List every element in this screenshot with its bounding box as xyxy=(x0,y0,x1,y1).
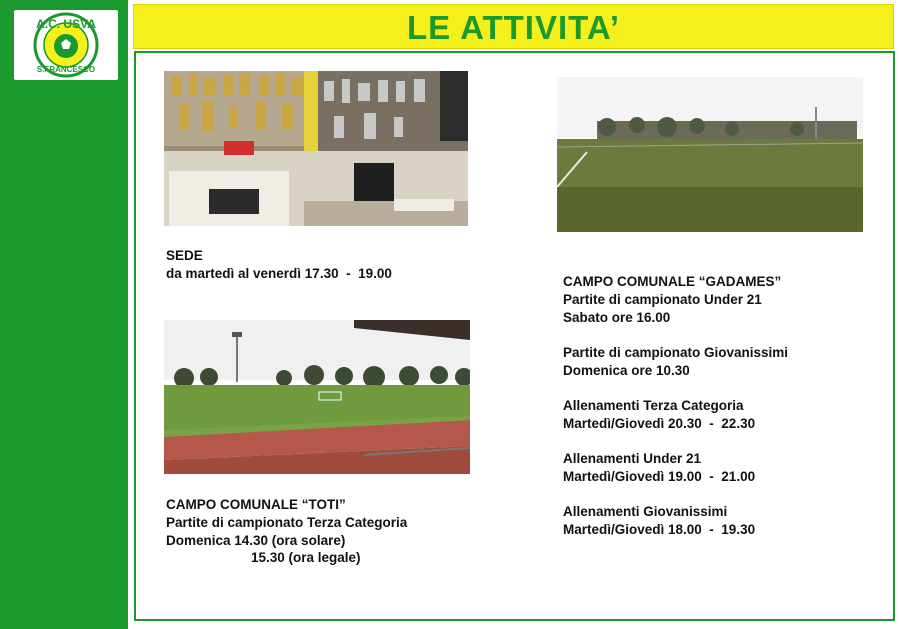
office-photo xyxy=(164,71,468,226)
toti-heading: CAMPO COMUNALE “TOTI” xyxy=(166,497,346,512)
toti-line3: 15.30 (ora legale) xyxy=(251,550,361,565)
gadames-heading: CAMPO COMUNALE “GADAMES” xyxy=(563,274,782,289)
toti-line1: Partite di campionato Terza Categoria xyxy=(166,515,408,530)
giovanissimi-training: Allenamenti Giovanissimi xyxy=(563,504,728,519)
gadames-giovanissimi-time: Domenica ore 10.30 xyxy=(563,363,690,378)
gadames-under21-matches: Partite di campionato Under 21 xyxy=(563,292,762,307)
toti-field-photo xyxy=(164,320,470,474)
green-sidebar xyxy=(0,0,128,629)
sede-heading: SEDE xyxy=(166,248,203,263)
terza-training: Allenamenti Terza Categoria xyxy=(563,398,744,413)
giovanissimi-training-time: Martedì/Giovedì 18.00 - 19.30 xyxy=(563,522,756,537)
page-title: LE ATTIVITA’ xyxy=(406,9,621,46)
club-logo xyxy=(14,10,118,80)
toti-line2: Domenica 14.30 (ora solare) xyxy=(166,533,346,548)
gadames-under21-time: Sabato ore 16.00 xyxy=(563,310,671,325)
svg-text:A.C. USVA: A.C. USVA xyxy=(36,17,96,31)
title-bar xyxy=(133,4,894,49)
gadames-giovanissimi-matches: Partite di campionato Giovanissimi xyxy=(563,345,789,360)
terza-training-time: Martedì/Giovedì 20.30 - 22.30 xyxy=(563,416,756,431)
under21-training: Allenamenti Under 21 xyxy=(563,451,702,466)
gadames-field-photo xyxy=(557,77,863,232)
under21-training-time: Martedì/Giovedì 19.00 - 21.00 xyxy=(563,469,756,484)
svg-text:S.FRANCESCO: S.FRANCESCO xyxy=(36,65,96,74)
sede-hours: da martedì al venerdì 17.30 - 19.00 xyxy=(166,266,392,281)
